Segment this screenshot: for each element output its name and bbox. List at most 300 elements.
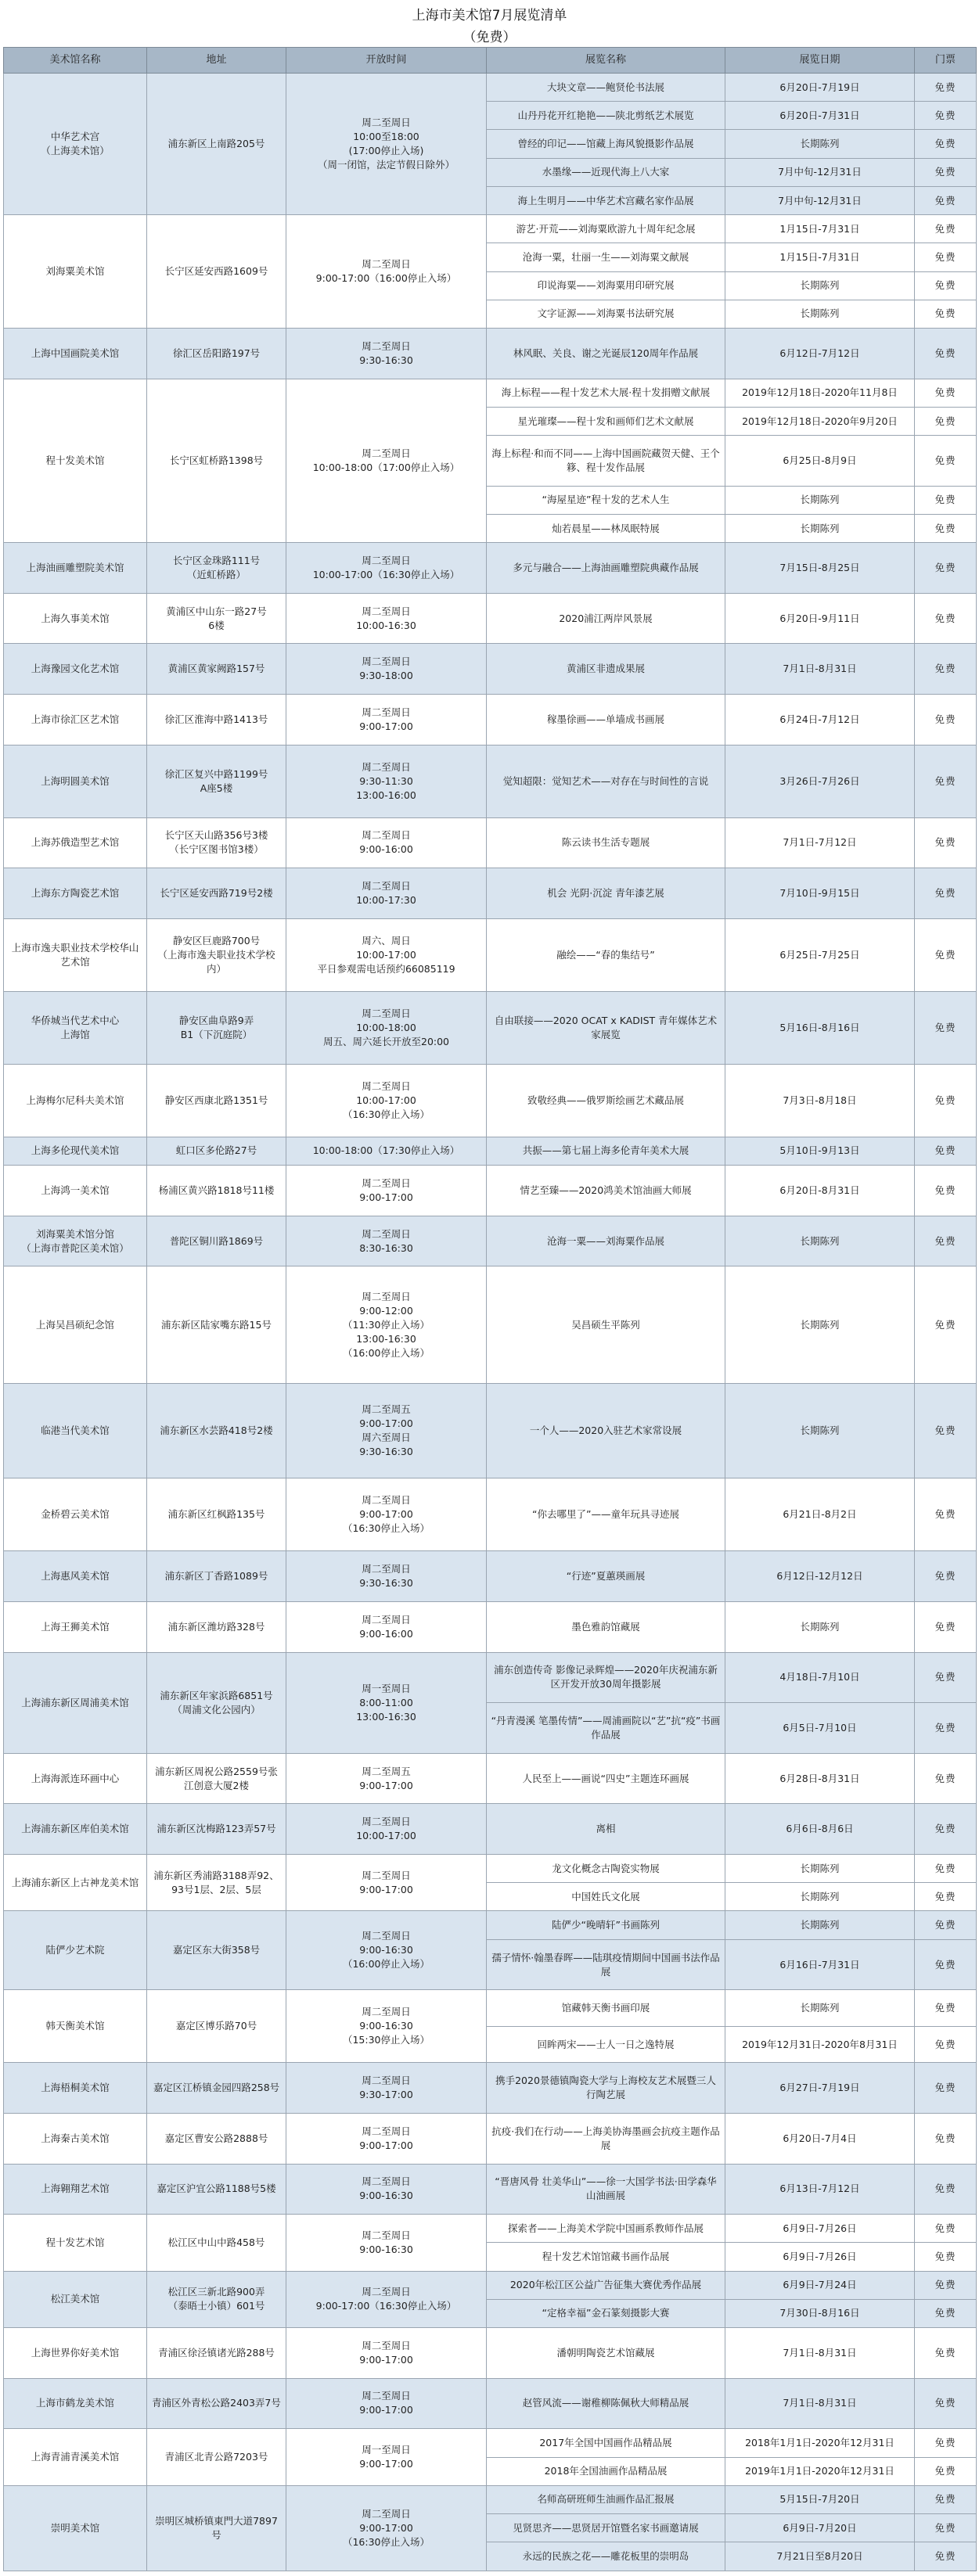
table-row xyxy=(4,817,977,868)
table-row xyxy=(4,1804,977,1855)
exhibition-title-cell: 沧海一粟，壮丽一生——刘海粟文献展 xyxy=(487,243,725,271)
exhibition-title-cell: 致敬经典——俄罗斯绘画艺术藏品展 xyxy=(487,1064,725,1137)
venue-hours-cell: 周二至周日 9:00-17:00 xyxy=(286,1855,487,1911)
table-row xyxy=(4,1216,977,1266)
exhibition-dates-cell: 6月12日-7月12日 xyxy=(725,329,915,379)
venue-address-cell: 长宁区延安西路1609号 xyxy=(147,215,286,329)
ticket-fee-cell: 免费 xyxy=(915,2542,977,2571)
exhibition-dates-cell: 长期陈列 xyxy=(725,1855,915,1883)
exhibition-title-cell: 陆俨少“晚晴轩”书画陈列 xyxy=(487,1911,725,1939)
venue-hours-cell: 周二至周日 9:00-17:00（16:00停止入场） xyxy=(286,215,487,329)
venue-hours-cell: 周二至周日 9:00-16:30 xyxy=(286,2164,487,2215)
venue-name-cell: 上海海派连环画中心 xyxy=(4,1753,147,1804)
ticket-fee-cell: 免费 xyxy=(915,991,977,1064)
venue-address-cell: 徐汇区复兴中路1199号 A座5楼 xyxy=(147,745,286,817)
exhibition-dates-cell: 5月16日-8月16日 xyxy=(725,991,915,1064)
exhibition-dates-cell: 7月中旬-12月31日 xyxy=(725,186,915,214)
venue-name-cell: 上海中国画院美术馆 xyxy=(4,329,147,379)
exhibition-title-cell: 2017年全国中国画作品精品展 xyxy=(487,2429,725,2457)
exhibition-dates-cell: 7月中旬-12月31日 xyxy=(725,158,915,186)
exhibition-dates-cell: 7月1日-8月31日 xyxy=(725,644,915,695)
ticket-fee-cell: 免费 xyxy=(915,695,977,745)
venue-address-cell: 浦东新区年家浜路6851号 （周浦文化公园内） xyxy=(147,1652,286,1753)
ticket-fee-cell: 免费 xyxy=(915,102,977,130)
venue-name-cell: 上海浦东新区库伯美术馆 xyxy=(4,1804,147,1855)
venue-name-cell: 上海惠风美术馆 xyxy=(4,1551,147,1602)
venue-name-cell: 上海鸿一美术馆 xyxy=(4,1166,147,1216)
table-row xyxy=(4,1384,977,1478)
exhibition-title-cell: “丹青漫溪 笔墨传情”——周浦画院以“艺”抗“疫”书画作品展 xyxy=(487,1703,725,1754)
header-hours: 开放时间 xyxy=(286,48,487,74)
venue-address-cell: 长宁区天山路356号3楼 （长宁区图书馆3楼） xyxy=(147,817,286,868)
ticket-fee-cell: 免费 xyxy=(915,130,977,158)
venue-address-cell: 徐汇区淮海中路1413号 xyxy=(147,695,286,745)
venue-name-cell: 上海秦古美术馆 xyxy=(4,2113,147,2164)
venue-address-cell: 浦东新区上南路205号 xyxy=(147,74,286,215)
exhibition-dates-cell: 长期陈列 xyxy=(725,515,915,543)
ticket-fee-cell: 免费 xyxy=(915,1216,977,1266)
venue-address-cell: 徐汇区岳阳路197号 xyxy=(147,329,286,379)
ticket-fee-cell: 免费 xyxy=(915,1703,977,1754)
exhibition-title-cell: 离相 xyxy=(487,1804,725,1855)
table-row xyxy=(4,991,977,1064)
exhibition-title-cell: 沧海一粟——刘海粟作品展 xyxy=(487,1216,725,1266)
venue-hours-cell: 周二至周日 10:00-16:30 xyxy=(286,593,487,644)
header-exhibition: 展览名称 xyxy=(487,48,725,74)
venue-name-cell: 上海油画雕塑院美术馆 xyxy=(4,543,147,594)
exhibition-dates-cell: 4月18日-7月10日 xyxy=(725,1652,915,1703)
table-row xyxy=(4,2164,977,2215)
venue-name-cell: 上海久事美术馆 xyxy=(4,593,147,644)
venue-hours-cell: 周二至周日 9:30-16:30 xyxy=(286,1551,487,1602)
exhibition-dates-cell: 7月1日-8月31日 xyxy=(725,2328,915,2379)
exhibition-title-cell: 墨色雅韵馆藏展 xyxy=(487,1601,725,1652)
venue-name-cell: 华侨城当代艺术中心 上海馆 xyxy=(4,991,147,1064)
venue-hours-cell: 周二至周日 9:00-17:00 xyxy=(286,695,487,745)
venue-hours-cell: 周二至周日 9:00-16:30 （15:30停止入场） xyxy=(286,1990,487,2063)
exhibition-title-cell: 浦东创造传奇 影像记录辉煌——2020年庆祝浦东新区开发开放30周年摄影展 xyxy=(487,1652,725,1703)
exhibition-dates-cell: 长期陈列 xyxy=(725,130,915,158)
venue-address-cell: 松江区三新北路900弄 （泰晤士小镇）601号 xyxy=(147,2271,286,2327)
ticket-fee-cell: 免费 xyxy=(915,1753,977,1804)
exhibition-dates-cell: 5月10日-9月13日 xyxy=(725,1137,915,1165)
venue-name-cell: 上海多伦现代美术馆 xyxy=(4,1137,147,1165)
header-venue: 美术馆名称 xyxy=(4,48,147,74)
venue-hours-cell: 周二至周五 9:00-17:00 周六至周日 9:30-16:30 xyxy=(286,1384,487,1478)
venue-address-cell: 浦东新区水芸路418号2楼 xyxy=(147,1384,286,1478)
exhibition-dates-cell: 6月20日-8月31日 xyxy=(725,1166,915,1216)
venue-hours-cell: 周一至周日 8:00-11:00 13:00-16:30 xyxy=(286,1652,487,1753)
venue-hours-cell: 周二至周日 10:00-18:00（17:00停止入场） xyxy=(286,379,487,543)
venue-name-cell: 上海梧桐美术馆 xyxy=(4,2063,147,2114)
exhibition-title-cell: 大块文章——鲍贤伦书法展 xyxy=(487,74,725,102)
venue-hours-cell: 周二至周日 9:00-17:00 （16:30停止入场） xyxy=(286,1478,487,1551)
venue-address-cell: 静安区西康北路1351号 xyxy=(147,1064,286,1137)
venue-hours-cell: 周二至周五 9:00-17:00 xyxy=(286,1753,487,1804)
exhibition-title-cell: 水墨缘——近现代海上八大家 xyxy=(487,158,725,186)
exhibition-title-cell: 陈云读书生活专题展 xyxy=(487,817,725,868)
exhibition-dates-cell: 7月21日至8月20日 xyxy=(725,2542,915,2571)
exhibition-dates-cell: 6月21日-8月2日 xyxy=(725,1478,915,1551)
document-title: 上海市美术馆7月展览清单 xyxy=(412,8,567,23)
exhibition-title-cell: 情艺至臻——2020鸿美术馆油画大师展 xyxy=(487,1166,725,1216)
venue-name-cell: 中华艺术宫 （上海美术馆） xyxy=(4,74,147,215)
exhibition-title-cell: 探索者——上海美术学院中国画系教师作品展 xyxy=(487,2215,725,2243)
venue-hours-cell: 周二至周日 9:30-11:30 13:00-16:00 xyxy=(286,745,487,817)
exhibition-title-cell: 海上标程·和而不同——上海中国画院藏贺天健、王个簃、程十发作品展 xyxy=(487,436,725,487)
table-row xyxy=(4,695,977,745)
venue-name-cell: 刘海粟美术馆 xyxy=(4,215,147,329)
ticket-fee-cell: 免费 xyxy=(915,2271,977,2299)
venue-hours-cell: 周二至周日 10:00至18:00 (17:00停止入场) （周一闭馆，法定节假日除外） xyxy=(286,74,487,215)
exhibition-title-cell: 灿若晨星——林凤眠特展 xyxy=(487,515,725,543)
venue-address-cell: 崇明区城桥镇東門大道7897号 xyxy=(147,2485,286,2571)
ticket-fee-cell: 免费 xyxy=(915,1478,977,1551)
venue-address-cell: 浦东新区秀浦路3188弄92、93号1层、2层、5层 xyxy=(147,1855,286,1911)
table-row xyxy=(4,1855,977,1883)
ticket-fee-cell: 免费 xyxy=(915,158,977,186)
ticket-fee-cell: 免费 xyxy=(915,1266,977,1384)
exhibition-dates-cell: 5月15日-7月20日 xyxy=(725,2485,915,2513)
ticket-fee-cell: 免费 xyxy=(915,745,977,817)
venue-name-cell: 临港当代美术馆 xyxy=(4,1384,147,1478)
ticket-fee-cell: 免费 xyxy=(915,1064,977,1137)
venue-name-cell: 金桥碧云美术馆 xyxy=(4,1478,147,1551)
exhibition-title-cell: 携手2020景德镇陶瓷大学与上海校友艺术展暨三人行陶艺展 xyxy=(487,2063,725,2114)
ticket-fee-cell: 免费 xyxy=(915,2513,977,2542)
venue-hours-cell: 周一至周日 9:00-17:00 xyxy=(286,2429,487,2485)
venue-address-cell: 青浦区徐泾镇诸光路288号 xyxy=(147,2328,286,2379)
venue-address-cell: 静安区巨鹿路700号 （上海市逸夫职业技术学校内） xyxy=(147,918,286,991)
venue-address-cell: 浦东新区周祝公路2559号张江创意大厦2楼 xyxy=(147,1753,286,1804)
ticket-fee-cell: 免费 xyxy=(915,868,977,919)
ticket-fee-cell: 免费 xyxy=(915,243,977,271)
ticket-fee-cell: 免费 xyxy=(915,1601,977,1652)
exhibition-title-cell: 多元与融合——上海油画雕塑院典藏作品展 xyxy=(487,543,725,594)
exhibition-title-cell: 游艺·开荒——刘海粟欧游九十周年纪念展 xyxy=(487,215,725,243)
venue-name-cell: 上海东方陶瓷艺术馆 xyxy=(4,868,147,919)
table-row xyxy=(4,1753,977,1804)
venue-hours-cell: 周二至周日 9:00-17:00 xyxy=(286,1166,487,1216)
header-fee: 门票 xyxy=(915,48,977,74)
exhibition-dates-cell: 6月24日-7月12日 xyxy=(725,695,915,745)
exhibition-dates-cell: 6月9日-7月24日 xyxy=(725,2271,915,2299)
exhibition-title-cell: 文字证源——刘海粟书法研究展 xyxy=(487,300,725,328)
exhibition-title-cell: 一个人——2020入驻艺术家常设展 xyxy=(487,1384,725,1478)
table-row xyxy=(4,1911,977,1939)
exhibition-title-cell: 馆藏韩天衡书画印展 xyxy=(487,1990,725,2026)
venue-hours-cell: 周二至周日 9:30-17:00 xyxy=(286,2063,487,2114)
table-row xyxy=(4,2378,977,2429)
table-row xyxy=(4,2063,977,2114)
exhibition-title-cell: 吴昌硕生平陈列 xyxy=(487,1266,725,1384)
venue-name-cell: 程十发艺术馆 xyxy=(4,2215,147,2271)
exhibition-title-cell: 潘朝明陶瓷艺术馆藏展 xyxy=(487,2328,725,2379)
venue-name-cell: 上海青浦青溪美术馆 xyxy=(4,2429,147,2485)
ticket-fee-cell: 免费 xyxy=(915,1551,977,1602)
venue-hours-cell: 周二至周日 9:00-17:00 xyxy=(286,2113,487,2164)
table-row xyxy=(4,1064,977,1137)
exhibition-dates-cell: 7月30日-8月16日 xyxy=(725,2299,915,2327)
exhibition-dates-cell: 6月20日-7月4日 xyxy=(725,2113,915,2164)
exhibition-title-cell: 机会 光阴·沉淀 青年漆艺展 xyxy=(487,868,725,919)
table-row xyxy=(4,2113,977,2164)
exhibition-dates-cell: 2018年1月1日-2020年12月31日 xyxy=(725,2429,915,2457)
table-row xyxy=(4,74,977,102)
ticket-fee-cell: 免费 xyxy=(915,407,977,435)
exhibition-dates-cell: 6月5日-7月10日 xyxy=(725,1703,915,1754)
ticket-fee-cell: 免费 xyxy=(915,2164,977,2215)
table-row xyxy=(4,2271,977,2299)
venue-address-cell: 嘉定区曹安公路2888号 xyxy=(147,2113,286,2164)
exhibition-dates-cell: 长期陈列 xyxy=(725,1911,915,1939)
venue-address-cell: 虹口区多伦路27号 xyxy=(147,1137,286,1165)
table-row xyxy=(4,1137,977,1165)
venue-hours-cell: 周二至周日 9:00-16:00 xyxy=(286,817,487,868)
exhibition-title-cell: “定格幸福”金石篆刻摄影大赛 xyxy=(487,2299,725,2327)
table-row xyxy=(4,1266,977,1384)
exhibition-dates-cell: 6月9日-7月26日 xyxy=(725,2215,915,2243)
ticket-fee-cell: 免费 xyxy=(915,1855,977,1883)
exhibition-dates-cell: 长期陈列 xyxy=(725,1384,915,1478)
exhibition-dates-cell: 6月12日-12月12日 xyxy=(725,1551,915,1602)
table-row xyxy=(4,644,977,695)
exhibition-title-cell: 山丹丹花开红艳艳——陕北剪纸艺术展览 xyxy=(487,102,725,130)
exhibition-title-cell: 名师高研班师生油画作品汇报展 xyxy=(487,2485,725,2513)
venue-hours-cell: 周六、周日 10:00-17:00 平日参观需电话预约66085119 xyxy=(286,918,487,991)
ticket-fee-cell: 免费 xyxy=(915,543,977,594)
venue-address-cell: 杨浦区黄兴路1818号11楼 xyxy=(147,1166,286,1216)
venue-address-cell: 嘉定区沪宜公路1188号5楼 xyxy=(147,2164,286,2215)
venue-address-cell: 普陀区铜川路1869号 xyxy=(147,1216,286,1266)
exhibition-dates-cell: 6月16日-7月31日 xyxy=(725,1939,915,1990)
document-subtitle: （免费） xyxy=(463,30,516,45)
exhibition-dates-cell: 2019年1月1日-2020年12月31日 xyxy=(725,2457,915,2485)
ticket-fee-cell: 免费 xyxy=(915,515,977,543)
exhibition-dates-cell: 6月6日-8月6日 xyxy=(725,1804,915,1855)
ticket-fee-cell: 免费 xyxy=(915,2328,977,2379)
venue-hours-cell: 周二至周日 10:00-17:00 xyxy=(286,1804,487,1855)
ticket-fee-cell: 免费 xyxy=(915,74,977,102)
ticket-fee-cell: 免费 xyxy=(915,918,977,991)
table-row xyxy=(4,2328,977,2379)
venue-address-cell: 长宁区虹桥路1398号 xyxy=(147,379,286,543)
ticket-fee-cell: 免费 xyxy=(915,1652,977,1703)
venue-name-cell: 上海苏俄造型艺术馆 xyxy=(4,817,147,868)
venue-address-cell: 嘉定区江桥镇金园四路258号 xyxy=(147,2063,286,2114)
ticket-fee-cell: 免费 xyxy=(915,271,977,300)
ticket-fee-cell: 免费 xyxy=(915,1137,977,1165)
table-row xyxy=(4,593,977,644)
venue-address-cell: 静安区曲阜路9弄 B1（下沉庭院） xyxy=(147,991,286,1064)
venue-name-cell: 上海明圆美术馆 xyxy=(4,745,147,817)
ticket-fee-cell: 免费 xyxy=(915,1384,977,1478)
ticket-fee-cell: 免费 xyxy=(915,379,977,407)
ticket-fee-cell: 免费 xyxy=(915,2113,977,2164)
venue-hours-cell: 周二至周日 9:30-18:00 xyxy=(286,644,487,695)
venue-hours-cell: 周二至周日 9:00-16:30 xyxy=(286,2215,487,2271)
venue-address-cell: 青浦区外青松公路2403弄7号 xyxy=(147,2378,286,2429)
exhibition-title-cell: 自由联接——2020 OCAT x KADIST 青年媒体艺术家展览 xyxy=(487,991,725,1064)
exhibition-dates-cell: 长期陈列 xyxy=(725,300,915,328)
exhibition-title-cell: “你去哪里了”——童年玩具寻迹展 xyxy=(487,1478,725,1551)
table-row xyxy=(4,1652,977,1703)
ticket-fee-cell: 免费 xyxy=(915,2299,977,2327)
table-row xyxy=(4,2215,977,2243)
ticket-fee-cell: 免费 xyxy=(915,2026,977,2062)
ticket-fee-cell: 免费 xyxy=(915,2378,977,2429)
ticket-fee-cell: 免费 xyxy=(915,2063,977,2114)
ticket-fee-cell: 免费 xyxy=(915,215,977,243)
venue-address-cell: 黄浦区中山东一路27号 6楼 xyxy=(147,593,286,644)
venue-hours-cell: 周二至周日 10:00-18:00 周五、周六延长开放至20:00 xyxy=(286,991,487,1064)
table-row xyxy=(4,868,977,919)
exhibition-dates-cell: 7月3日-8月18日 xyxy=(725,1064,915,1137)
venue-hours-cell: 周二至周日 9:00-17:00 xyxy=(286,2328,487,2379)
venue-hours-cell: 周二至周日 10:00-17:30 xyxy=(286,868,487,919)
exhibition-title-cell: 觉知超限：觉知艺术——对存在与时间性的言说 xyxy=(487,745,725,817)
table-row xyxy=(4,1990,977,2026)
venue-hours-cell: 10:00-18:00（17:30停止入场） xyxy=(286,1137,487,1165)
ticket-fee-cell: 免费 xyxy=(915,486,977,514)
exhibition-dates-cell: 2019年12月18日-2020年11月8日 xyxy=(725,379,915,407)
ticket-fee-cell: 免费 xyxy=(915,1911,977,1939)
table-row xyxy=(4,1478,977,1551)
exhibition-title-cell: 星光璀璨——程十发和画师们艺术文献展 xyxy=(487,407,725,435)
exhibition-title-cell: 龙文化概念古陶瓷实物展 xyxy=(487,1855,725,1883)
exhibition-dates-cell: 7月1日-7月12日 xyxy=(725,817,915,868)
exhibition-title-cell: 曾经的印记——馆藏上海风貌摄影作品展 xyxy=(487,130,725,158)
exhibition-title-cell: 林风眠、关良、谢之光诞辰120周年作品展 xyxy=(487,329,725,379)
venue-name-cell: 上海市逸夫职业技术学校华山艺术馆 xyxy=(4,918,147,991)
exhibition-dates-cell: 2019年12月31日-2020年8月31日 xyxy=(725,2026,915,2062)
exhibition-dates-cell: 6月20日-7月19日 xyxy=(725,74,915,102)
ticket-fee-cell: 免费 xyxy=(915,2243,977,2271)
venue-address-cell: 长宁区延安西路719号2楼 xyxy=(147,868,286,919)
venue-address-cell: 浦东新区丁香路1089号 xyxy=(147,1551,286,1602)
venue-hours-cell: 周二至周日 9:30-16:30 xyxy=(286,329,487,379)
ticket-fee-cell: 免费 xyxy=(915,593,977,644)
exhibition-title-cell: 回眸两宋——士人一日之逸特展 xyxy=(487,2026,725,2062)
venue-hours-cell: 周二至周日 8:30-16:30 xyxy=(286,1216,487,1266)
exhibition-dates-cell: 1月15日-7月31日 xyxy=(725,215,915,243)
venue-name-cell: 松江美术馆 xyxy=(4,2271,147,2327)
venue-name-cell: 崇明美术馆 xyxy=(4,2485,147,2571)
ticket-fee-cell: 免费 xyxy=(915,329,977,379)
exhibition-dates-cell: 3月26日-7月26日 xyxy=(725,745,915,817)
exhibition-title-cell: 2018年全国油画作品精品展 xyxy=(487,2457,725,2485)
exhibition-title-cell: 赵管风流——谢稚柳陈佩秋大师精品展 xyxy=(487,2378,725,2429)
exhibition-dates-cell: 6月13日-7月12日 xyxy=(725,2164,915,2215)
table-header-row xyxy=(4,48,977,74)
ticket-fee-cell: 免费 xyxy=(915,644,977,695)
venue-name-cell: 上海浦东新区上古神龙美术馆 xyxy=(4,1855,147,1911)
exhibition-title-cell: 孺子情怀·翰墨春晖——陆琪疫情期间中国画书法作品展 xyxy=(487,1939,725,1990)
venue-hours-cell: 周二至周日 9:00-17:00 （16:30停止入场） xyxy=(286,2485,487,2571)
exhibition-dates-cell: 6月20日-9月11日 xyxy=(725,593,915,644)
exhibition-title-cell: 共振——第七届上海多伦青年美术大展 xyxy=(487,1137,725,1165)
venue-hours-cell: 周二至周日 9:00-17:00 xyxy=(286,2378,487,2429)
exhibition-dates-cell: 长期陈列 xyxy=(725,1990,915,2026)
venue-name-cell: 上海浦东新区周浦美术馆 xyxy=(4,1652,147,1753)
table-row xyxy=(4,2485,977,2513)
venue-hours-cell: 周二至周日 9:00-17:00（16:30停止入场） xyxy=(286,2271,487,2327)
table-row xyxy=(4,215,977,243)
table-row xyxy=(4,918,977,991)
venue-address-cell: 浦东新区陆家嘴东路15号 xyxy=(147,1266,286,1384)
venue-address-cell: 浦东新区红枫路135号 xyxy=(147,1478,286,1551)
exhibition-title-cell: 永远的民族之花——雕花板里的崇明岛 xyxy=(487,2542,725,2571)
exhibition-title-cell: “行迹”夏蕙瑛画展 xyxy=(487,1551,725,1602)
table-row xyxy=(4,1601,977,1652)
exhibition-title-cell: 中国姓氏文化展 xyxy=(487,1883,725,1911)
venue-name-cell: 上海市鹤龙美术馆 xyxy=(4,2378,147,2429)
venue-hours-cell: 周二至周日 10:00-17:00 （16:30停止入场） xyxy=(286,1064,487,1137)
exhibition-title-cell: “晋唐风骨 壮美华山”——徐一大国学书法·田学森华山油画展 xyxy=(487,2164,725,2215)
venue-name-cell: 上海翱翔艺术馆 xyxy=(4,2164,147,2215)
exhibition-dates-cell: 7月1日-8月31日 xyxy=(725,2378,915,2429)
venue-hours-cell: 周二至周日 10:00-17:00（16:30停止入场） xyxy=(286,543,487,594)
exhibition-dates-cell: 长期陈列 xyxy=(725,1601,915,1652)
exhibition-dates-cell: 6月25日-7月25日 xyxy=(725,918,915,991)
header-dates: 展览日期 xyxy=(725,48,915,74)
venue-address-cell: 黄浦区黄家阙路157号 xyxy=(147,644,286,695)
ticket-fee-cell: 免费 xyxy=(915,1990,977,2026)
venue-name-cell: 上海豫园文化艺术馆 xyxy=(4,644,147,695)
venue-hours-cell: 周二至周日 9:00-12:00 （11:30停止入场） 13:00-16:30 （16:00停止入场） xyxy=(286,1266,487,1384)
header-address: 地址 xyxy=(147,48,286,74)
exhibition-dates-cell: 6月9日-7月26日 xyxy=(725,2243,915,2271)
ticket-fee-cell: 免费 xyxy=(915,817,977,868)
venue-address-cell: 长宁区金珠路111号 （近虹桥路） xyxy=(147,543,286,594)
table-row xyxy=(4,1166,977,1216)
venue-name-cell: 程十发美术馆 xyxy=(4,379,147,543)
exhibition-dates-cell: 7月15日-8月25日 xyxy=(725,543,915,594)
venue-name-cell: 上海世界你好美术馆 xyxy=(4,2328,147,2379)
exhibition-dates-cell: 6月20日-7月31日 xyxy=(725,102,915,130)
table-row xyxy=(4,379,977,407)
exhibition-dates-cell: 长期陈列 xyxy=(725,486,915,514)
table-row xyxy=(4,2429,977,2457)
exhibition-dates-cell: 2019年12月18日-2020年9月20日 xyxy=(725,407,915,435)
exhibition-table xyxy=(3,47,977,2571)
ticket-fee-cell: 免费 xyxy=(915,1883,977,1911)
venue-address-cell: 浦东新区沈梅路123弄57号 xyxy=(147,1804,286,1855)
exhibition-title-cell: 印说海粟——刘海粟用印研究展 xyxy=(487,271,725,300)
exhibition-dates-cell: 6月9日-7月20日 xyxy=(725,2513,915,2542)
ticket-fee-cell: 免费 xyxy=(915,1804,977,1855)
exhibition-dates-cell: 7月10日-9月15日 xyxy=(725,868,915,919)
exhibition-title-cell: 海上生明月——中华艺术宫藏名家作品展 xyxy=(487,186,725,214)
venue-name-cell: 上海市徐汇区艺术馆 xyxy=(4,695,147,745)
ticket-fee-cell: 免费 xyxy=(915,2215,977,2243)
ticket-fee-cell: 免费 xyxy=(915,2457,977,2485)
exhibition-dates-cell: 1月15日-7月31日 xyxy=(725,243,915,271)
exhibition-title-cell: 人民至上——画说“四史”主题连环画展 xyxy=(487,1753,725,1804)
exhibition-title-cell: 黄浦区非遗成果展 xyxy=(487,644,725,695)
ticket-fee-cell: 免费 xyxy=(915,2485,977,2513)
table-row xyxy=(4,745,977,817)
ticket-fee-cell: 免费 xyxy=(915,1166,977,1216)
venue-name-cell: 上海王狮美术馆 xyxy=(4,1601,147,1652)
exhibition-dates-cell: 长期陈列 xyxy=(725,1216,915,1266)
title-block xyxy=(0,5,979,49)
ticket-fee-cell: 免费 xyxy=(915,436,977,487)
table-row xyxy=(4,329,977,379)
exhibition-title-cell: “海屋星迹”程十发的艺术人生 xyxy=(487,486,725,514)
venue-hours-cell: 周二至周日 9:00-16:30 （16:00停止入场） xyxy=(286,1911,487,1990)
table-row xyxy=(4,543,977,594)
